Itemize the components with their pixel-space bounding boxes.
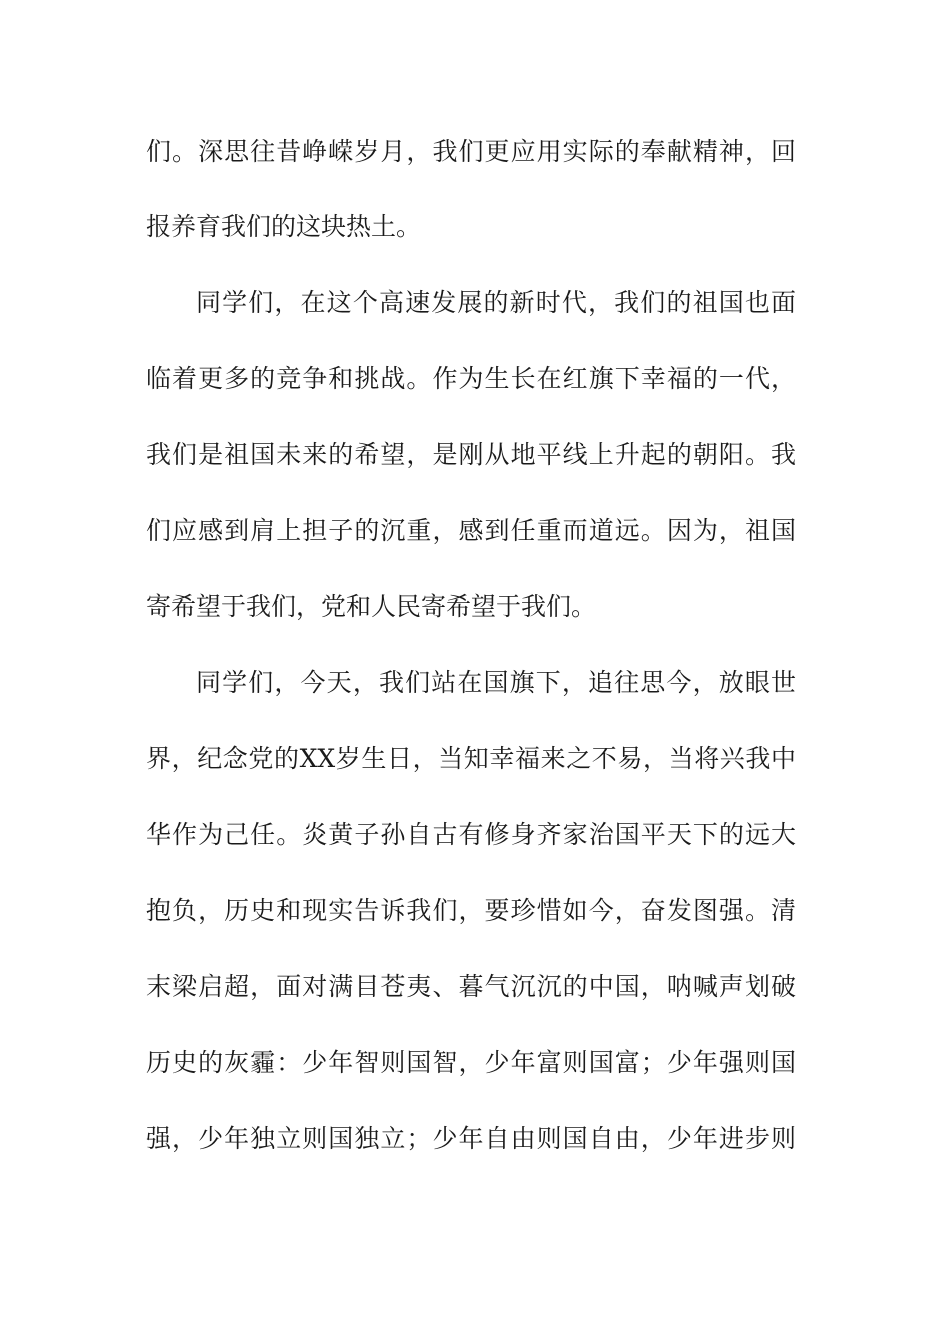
- text-line: 们。深思往昔峥嵘岁月，我们更应用实际的奉献精神，回: [146, 137, 796, 166]
- text-line: 界，纪念党的XX岁生日，当知幸福来之不易，当将兴我中: [146, 744, 796, 773]
- text-line: 同学们，在这个高速发展的新时代，我们的祖国也面: [196, 288, 796, 317]
- text-line: 们应感到肩上担子的沉重，感到任重而道远。因为，祖国: [146, 516, 796, 545]
- text-line: 抱负，历史和现实告诉我们，要珍惜如今，奋发图强。清: [146, 896, 796, 925]
- text-line: 同学们，今天，我们站在国旗下，追往思今，放眼世: [196, 668, 796, 697]
- text-line: 强，少年独立则国独立；少年自由则国自由，少年进步则: [146, 1124, 796, 1153]
- text-line: 寄希望于我们，党和人民寄希望于我们。: [146, 592, 597, 621]
- text-line: 报养育我们的这块热土。: [146, 212, 422, 241]
- text-line: 历史的灰霾：少年智则国智，少年富则国富；少年强则国: [146, 1048, 796, 1077]
- text-line: 我们是祖国未来的希望，是刚从地平线上升起的朝阳。我: [146, 440, 796, 469]
- text-line: 华作为己任。炎黄子孙自古有修身齐家治国平天下的远大: [146, 820, 796, 849]
- text-line: 末梁启超，面对满目苍夷、暮气沉沉的中国，呐喊声划破: [146, 972, 796, 1001]
- text-line: 临着更多的竞争和挑战。作为生长在红旗下幸福的一代，: [146, 364, 796, 393]
